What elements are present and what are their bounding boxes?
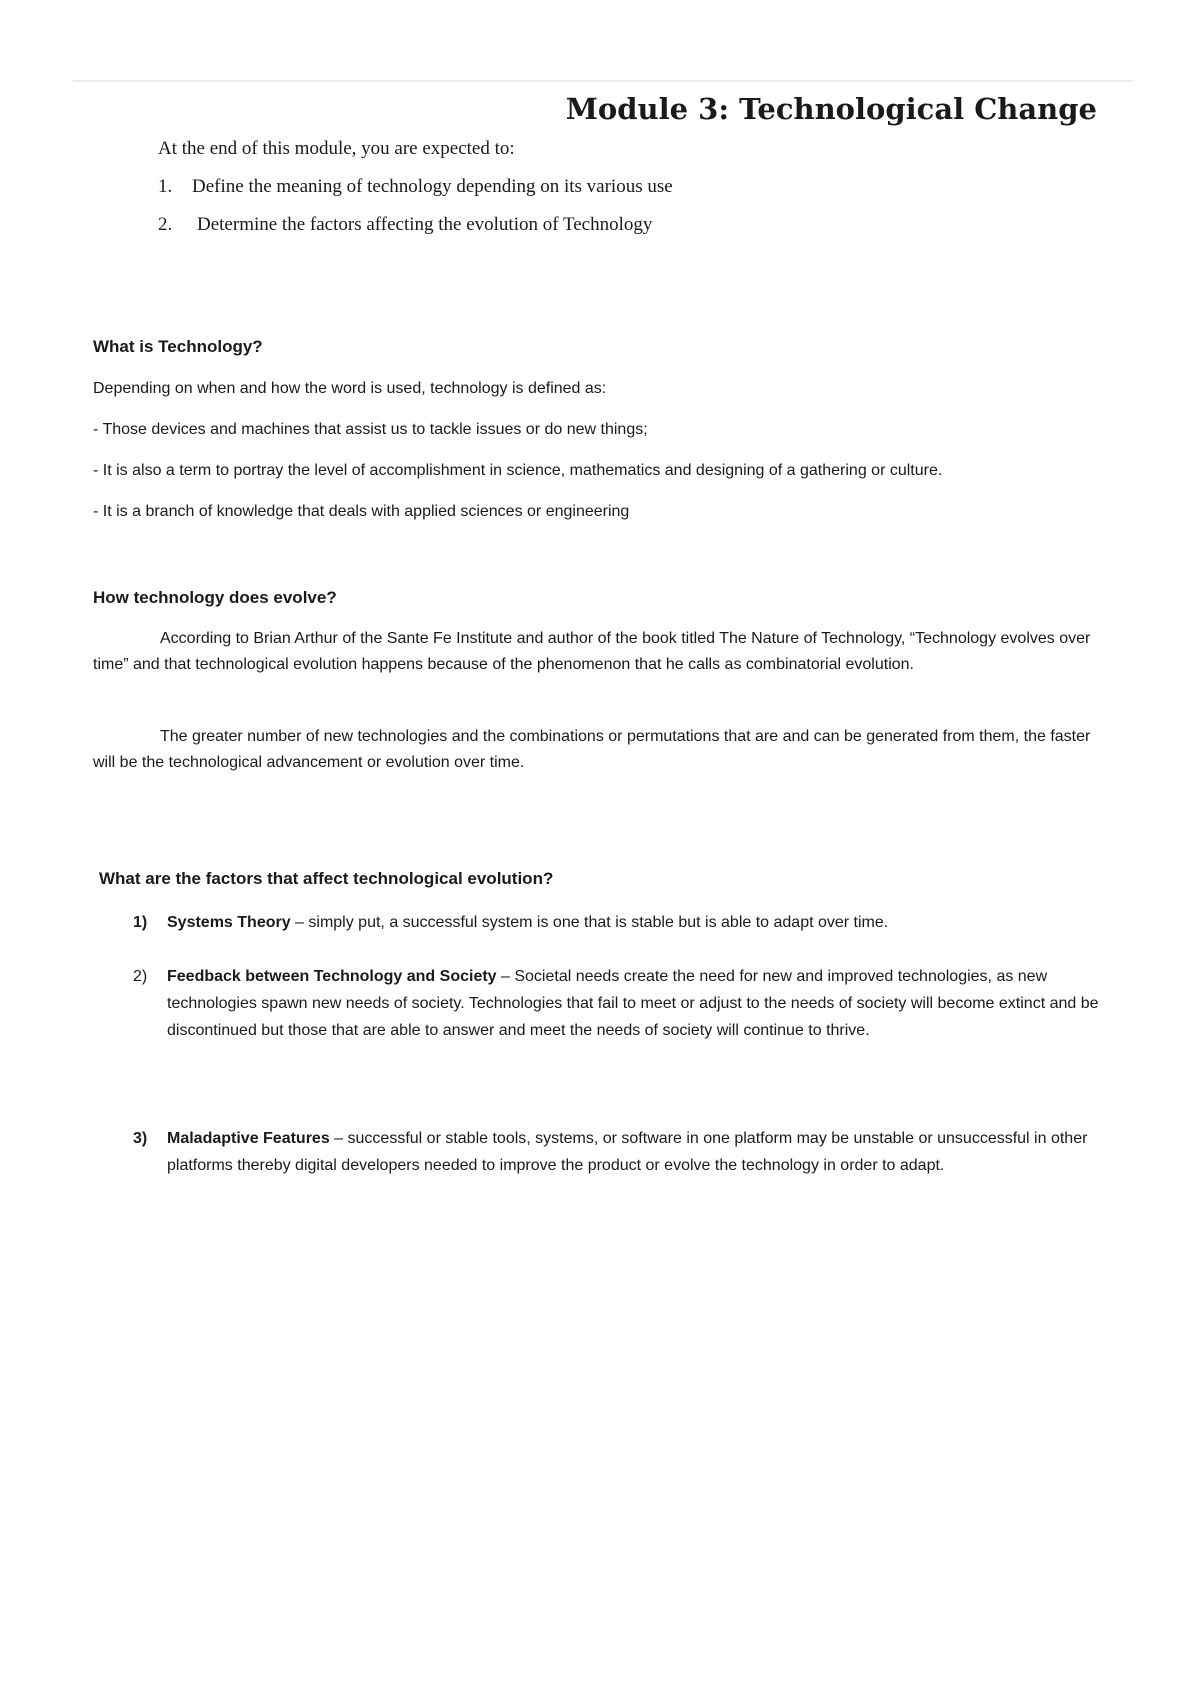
factor-description: – simply put, a successful system is one that is stable but is able to adapt over time. — [290, 914, 889, 931]
factor-number: 2) — [133, 968, 148, 985]
definition-item: - It is also a term to portray the level of accomplishment in science, mathematics and designing of a gathering or culture. — [93, 462, 943, 479]
objective-number: 1. — [158, 176, 173, 197]
factor-term: Feedback between Technology and Society — [167, 968, 497, 985]
objective-item — [158, 176, 673, 214]
definition-lead: Depending on when and how the word is used, technology is defined as: — [93, 380, 607, 397]
definition-item: - It is a branch of knowledge that deals with applied sciences or engineering — [93, 503, 630, 520]
page-title: Module 3: Technological Change — [565, 92, 1097, 126]
factor-body — [167, 963, 1103, 1044]
factor-number: 1) — [133, 914, 148, 931]
section-heading-factors: What are the factors that affect technological evolution? — [99, 869, 554, 888]
factor-body — [167, 909, 1103, 936]
factor-number: 3) — [133, 1130, 148, 1147]
factor-item — [133, 963, 1103, 1044]
factor-item — [133, 909, 1103, 936]
objectives-list — [158, 176, 673, 252]
top-divider — [73, 80, 1133, 82]
factor-body — [167, 1125, 1103, 1179]
evolution-paragraph: According to Brian Arthur of the Sante Fe Institute and author of the book titled The Nature of Technology, “Technology evolves over time” and that technological evolution happens because of the phenomenon that he calls as combinatorial evolution. — [93, 630, 1091, 673]
factor-item — [133, 1125, 1103, 1179]
evolution-paragraph: The greater number of new technologies and the combinations or permutations that are and can be generated from them, the faster will be the technological advancement or evolution over time. — [93, 728, 1091, 771]
section-heading-what-is-technology: What is Technology? — [93, 337, 263, 356]
objectives-intro: At the end of this module, you are expected to: — [158, 138, 515, 159]
factor-term: Systems Theory — [167, 914, 291, 931]
objective-text: Define the meaning of technology depending on its various use — [192, 176, 673, 197]
factor-description: – Societal needs create the need for new and improved technologies, as new technologies spawn new needs of society. Technologies that fail to meet or adjust to the needs of society will become extinct and be discontinued but those that are able to answer and meet the needs of society will continue to thrive. — [167, 968, 1099, 1039]
objective-text: Determine the factors affecting the evolution of Technology — [197, 214, 653, 235]
factor-description: – successful or stable tools, systems, or software in one platform may be unstable or unsuccessful in other platforms thereby digital developers needed to improve the product or evolve the technology in order to adapt. — [167, 1130, 1088, 1174]
objective-item — [158, 214, 673, 252]
objective-number: 2. — [158, 214, 173, 235]
definition-item: - Those devices and machines that assist us to tackle issues or do new things; — [93, 421, 648, 438]
section-heading-how-technology-evolves: How technology does evolve? — [93, 588, 337, 607]
factor-term: Maladaptive Features — [167, 1130, 330, 1147]
